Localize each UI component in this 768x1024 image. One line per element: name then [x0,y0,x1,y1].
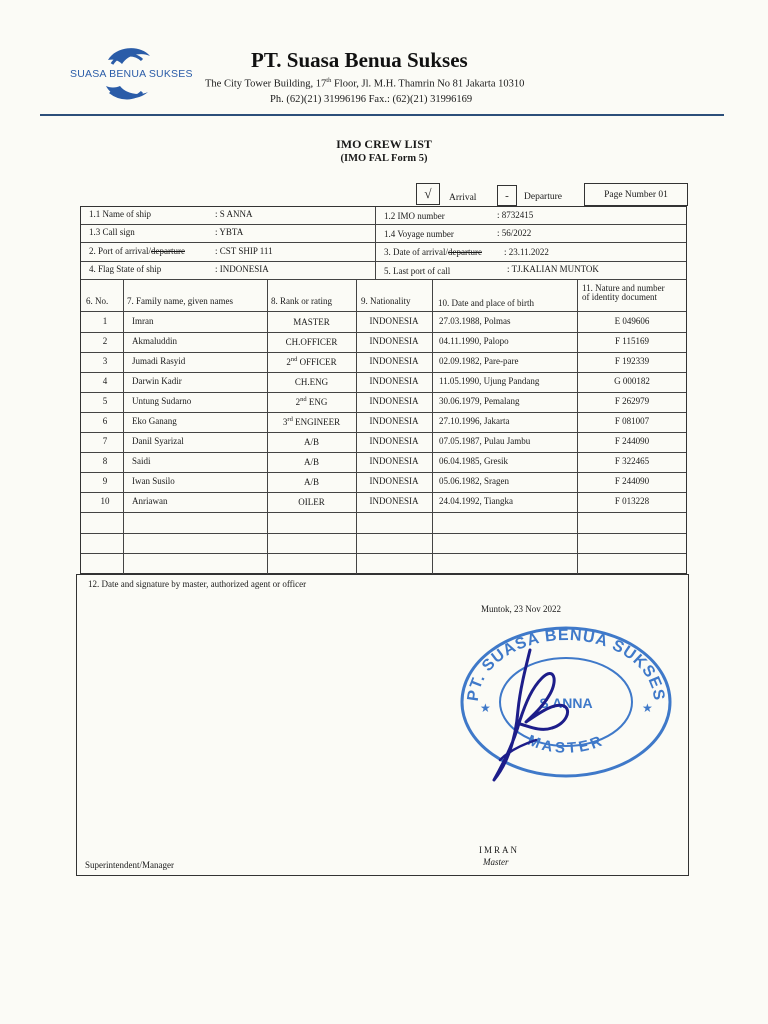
crew-name: Iwan Susilo [132,476,175,486]
port-arrival-value: : CST SHIP 111 [215,246,273,256]
crew-dob: 27.03.1988, Polmas [439,316,511,326]
ship-name-value: : S ANNA [215,209,253,219]
crew-no: 8 [102,456,108,466]
date-arrival-value: : 23.11.2022 [504,247,549,257]
port-arrival-label: 2. Port of arrival/departure [89,246,185,256]
voyage-number-label: 1.4 Voyage number [384,229,454,239]
crew-nationality: INDONESIA [369,356,419,366]
crew-name: Darwin Kadir [132,376,182,386]
crew-rank: 2nd OFFICER [286,356,337,367]
col-header-rank: 8. Rank or rating [271,296,332,306]
arrival-label: Arrival [449,193,477,203]
crew-dob: 24.04.1992, Tiangka [439,496,514,506]
crew-name: Untung Sudarno [132,396,192,406]
crew-dob: 06.04.1985, Gresik [439,456,508,466]
crew-name: Jumadi Rasyid [132,356,186,366]
crew-id-document: G 000182 [614,376,650,386]
crew-rank: CH.ENG [294,377,329,387]
crew-no: 9 [102,476,108,486]
date-arrival-label: 3. Date of arrival/departure [384,247,482,257]
company-phone: Ph. (62)(21) 31996196 Fax.: (62)(21) 31996169 [270,94,473,105]
crew-rank: 3rd ENGINEER [282,416,341,427]
crew-no: 1 [102,316,108,326]
crew-name: Anriawan [132,496,168,506]
form-title: IMO CREW LIST [336,137,432,151]
call-sign-label: 1.3 Call sign [89,227,135,237]
call-sign-value: : YBTA [215,227,244,237]
crew-id-document: F 192339 [614,356,650,366]
crew-rank: A/B [303,477,319,487]
crew-rank: MASTER [293,317,330,327]
arrival-checkbox[interactable]: √ [416,183,440,205]
col-header-dob: 10. Date and place of birth [438,298,534,308]
crew-list-form [80,206,687,574]
crew-dob: 05.06.1982, Sragen [439,476,509,486]
col-header-no: 6. No. [86,296,109,306]
crew-dob: 30.06.1979, Pemalang [439,396,520,406]
crew-rank: CH.OFFICER [285,337,338,347]
col-header-name: 7. Family name, given names [127,296,233,306]
crew-name: Danil Syarizal [132,436,184,446]
crew-id-document: F 115169 [615,336,649,346]
flag-state-value: : INDONESIA [215,264,269,274]
crew-rank: OILER [298,497,325,507]
crew-id-document: F 244090 [614,436,650,446]
crew-nationality: INDONESIA [369,316,419,326]
crew-nationality: INDONESIA [369,376,419,386]
crew-dob: 11.05.1990, Ujung Pandang [439,376,540,386]
crew-nationality: INDONESIA [369,336,419,346]
crew-rank: A/B [303,457,319,467]
crew-no: 6 [102,416,108,426]
crew-name: Akmaluddin [132,336,177,346]
crew-id-document: E 049606 [614,316,650,326]
crew-nationality: INDONESIA [369,436,419,446]
crew-nationality: INDONESIA [369,456,419,466]
crew-nationality: INDONESIA [369,496,419,506]
svg-text:★: ★ [480,701,491,715]
crew-dob: 02.09.1982, Pare-pare [439,356,519,366]
col-header-id: 11. Nature and number of identity document [582,283,665,302]
master-name: IMRAN [479,845,520,855]
crew-nationality: INDONESIA [369,476,419,486]
crew-nationality: INDONESIA [369,416,419,426]
departure-label: Departure [524,192,562,202]
crew-no: 5 [102,396,108,406]
svg-text:MASTER: MASTER [525,731,607,757]
place-date: Muntok, 23 Nov 2022 [481,604,562,614]
imo-number-value: : 8732415 [497,210,534,220]
crew-name: Saidi [132,456,151,466]
page-number: Page Number 01 [584,183,688,206]
imo-number-label: 1.2 IMO number [384,211,445,221]
crew-no: 2 [102,336,108,346]
last-port-label: 5. Last port of call [384,266,451,276]
crew-id-document: F 081007 [614,416,650,426]
logo-text: SUASA BENUA SUKSES [70,68,193,80]
departure-checkbox[interactable]: - [497,185,517,206]
last-port-value: : TJ.KALIAN MUNTOK [507,264,599,274]
crew-dob: 04.11.1990, Palopo [439,336,509,346]
crew-id-document: F 013228 [614,496,650,506]
superintendent-label: Superintendent/Manager [85,860,174,870]
crew-id-document: F 322465 [614,456,650,466]
crew-id-document: F 262979 [614,396,650,406]
master-signature [480,640,580,790]
company-address: The City Tower Building, 17th Floor, Jl. M.H. Thamrin No 81 Jakarta 10310 [205,77,525,90]
ship-name-label: 1.1 Name of ship [89,209,151,219]
svg-text:PT. SUASA BENUA SUKSES: PT. SUASA BENUA SUKSES [464,626,668,703]
svg-text:S ANNA: S ANNA [539,695,593,711]
crew-no: 4 [102,376,108,386]
crew-rank: 2nd ENG [295,396,328,407]
crew-id-document: F 244090 [614,476,650,486]
header-rule [40,114,724,116]
form-subtitle: (IMO FAL Form 5) [340,153,428,164]
company-name: PT. Suasa Benua Sukses [251,48,468,72]
crew-rank: A/B [303,437,319,447]
crew-dob: 07.05.1987, Pulau Jambu [439,436,531,446]
crew-no: 10 [100,496,110,506]
crew-dob: 27.10.1996, Jakarta [439,416,510,426]
crew-no: 3 [102,356,108,366]
signature-label: 12. Date and signature by master, authorized agent or officer [88,579,307,589]
master-title: Master [483,857,509,867]
col-header-nationality: 9. Nationality [361,296,411,306]
flag-state-label: 4. Flag State of ship [89,264,162,274]
svg-text:★: ★ [642,701,653,715]
crew-name: Imran [132,316,154,326]
crew-nationality: INDONESIA [369,396,419,406]
voyage-number-value: : 56/2022 [497,228,532,238]
crew-name: Eko Ganang [132,416,177,426]
crew-no: 7 [102,436,108,446]
